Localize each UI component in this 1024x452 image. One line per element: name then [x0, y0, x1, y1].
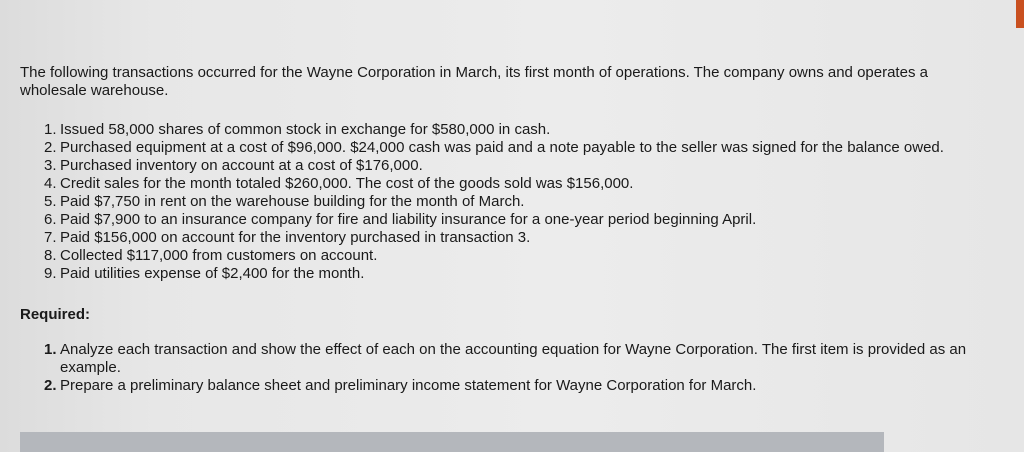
item-text: Issued 58,000 shares of common stock in exchange for $580,000 in cash.: [60, 121, 551, 138]
item-text: Paid $156,000 on account for the inventory purchased in transaction 3.: [60, 229, 531, 246]
item-number: 1.: [44, 341, 57, 358]
item-number: 2.: [44, 139, 57, 156]
list-item: [20, 175, 980, 193]
list-item: [20, 121, 980, 139]
item-number: 2.: [44, 377, 57, 394]
list-item: [20, 157, 980, 175]
item-number: 8.: [44, 247, 57, 264]
list-item: [20, 193, 980, 211]
answer-area-bar: [20, 432, 884, 452]
item-text: Credit sales for the month totaled $260,000. The cost of the goods sold was $156,000.: [60, 175, 634, 192]
item-text: Paid utilities expense of $2,400 for the month.: [60, 265, 365, 282]
item-number: 1.: [44, 121, 57, 138]
list-item: [20, 265, 980, 283]
item-number: 4.: [44, 175, 57, 192]
problem-content: [20, 64, 980, 395]
corner-mark: [1016, 0, 1024, 28]
transaction-list: [20, 121, 980, 283]
list-item: [20, 229, 980, 247]
item-number: 5.: [44, 193, 57, 210]
list-item: [20, 377, 980, 395]
item-text: Purchased inventory on account at a cost of $176,000.: [60, 157, 423, 174]
required-list: [20, 341, 980, 395]
item-text: Paid $7,750 in rent on the warehouse building for the month of March.: [60, 193, 525, 210]
list-item: [20, 341, 980, 377]
item-text: Purchased equipment at a cost of $96,000. $24,000 cash was paid and a note payable to the seller was signed for the balance owed.: [60, 139, 944, 156]
list-item: [20, 247, 980, 265]
item-text: Prepare a preliminary balance sheet and preliminary income statement for Wayne Corporation for March.: [60, 377, 757, 394]
list-item: [20, 139, 980, 157]
item-number: 7.: [44, 229, 57, 246]
item-text: Analyze each transaction and show the effect of each on the accounting equation for Wayne Corporation. The first item is provided as an example.: [60, 341, 967, 376]
item-text: Collected $117,000 from customers on account.: [60, 247, 378, 264]
required-heading: Required:: [20, 306, 91, 323]
list-item: [20, 211, 980, 229]
item-text: Paid $7,900 to an insurance company for fire and liability insurance for a one-year period beginning April.: [60, 211, 757, 228]
item-number: 3.: [44, 157, 57, 174]
intro-paragraph: The following transactions occurred for the Wayne Corporation in March, its first month of operations. The company owns and operates a wholesale warehouse.: [20, 64, 928, 99]
item-number: 6.: [44, 211, 57, 228]
item-number: 9.: [44, 265, 57, 282]
